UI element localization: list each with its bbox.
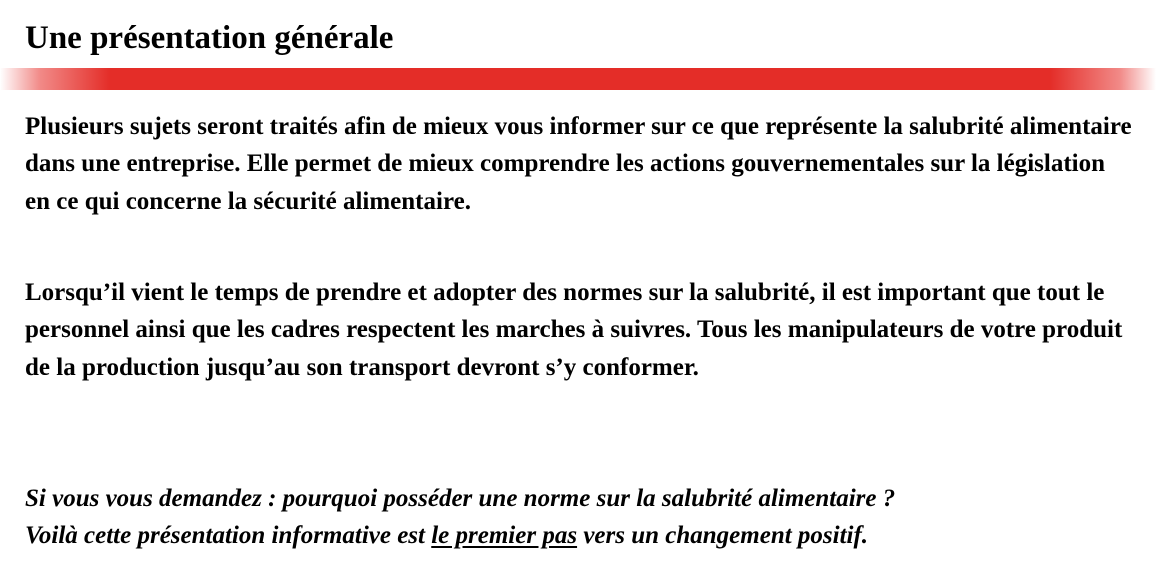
- first-step-emphasis: le premier pas: [431, 522, 578, 550]
- slide-title: Une présentation générale: [25, 20, 394, 56]
- closing-statement: [25, 480, 1145, 555]
- standards-paragraph: Lorsqu’il vient le temps de prendre et adopter des normes sur la salubrité, il est important que tout le personnel ainsi que les cadres respectent les marches à suivres. Tous les manipulateurs de votre produit de la production jusqu’au son transport devront s’y conformer.: [25, 279, 1123, 381]
- closing-tail-text: vers un changement positif.: [577, 522, 869, 550]
- title-underline-rule: [0, 68, 1156, 90]
- closing-lead-text: Voilà cette présentation informative est: [25, 522, 432, 550]
- intro-paragraph: Plusieurs sujets seront traités afin de mieux vous informer sur ce que représente la salubrité alimentaire dans une entreprise. Elle permet de mieux comprendre les actions gouvernementales sur la législation en ce qui concerne la sécurité alimentaire.: [25, 113, 1132, 215]
- closing-question: Si vous vous demandez : pourquoi posséder une norme sur la salubrité alimentaire ?: [25, 485, 896, 512]
